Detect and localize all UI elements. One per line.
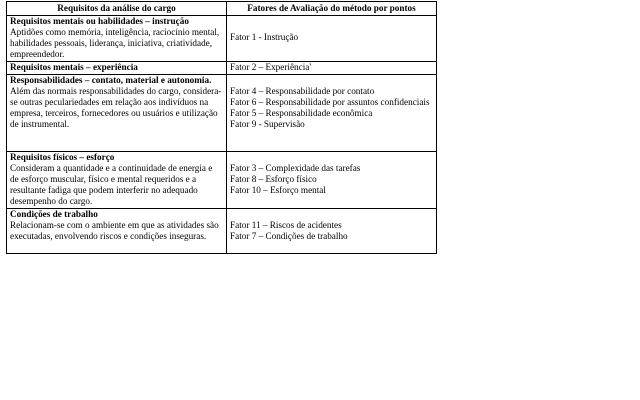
factors-cell [227,62,437,75]
table-row [7,209,437,254]
requirement-description: Consideram a quantidade e a continuidade de energia e de esforço muscular, físico e mental requeridos e a resultante fadiga que podem interferir no adequado desempenho do cargo. [10,163,213,206]
factor-item: Fator 8 – Esforço físico [230,174,317,184]
factor-item: Fator 4 – Responsabilidade por contato [230,86,375,96]
factor-item: Fator 5 – Responsabilidade econômica [230,108,373,118]
factor-item: Fator 10 – Esforço mental [230,185,326,195]
requirement-title: Condições de trabalho [10,209,98,219]
requirement-description: Além das normais responsabilidades do cargo, considera-se outras peculariedades em relação aos indivíduos na empresa, terceiros, fornecedores ou usuários e utilização de instrumental. [10,86,222,129]
factor-item: Fator 7 – Condições de trabalho [230,231,348,241]
factor-item: Fator 2 – Experiência' [230,62,311,72]
factor-item: Fator 6 – Responsabilidade por assuntos confidenciais [230,97,430,107]
factors-cell [227,75,437,152]
job-analysis-table [6,1,437,254]
requirement-description: Aptidões como memória, inteligência, raciocínio mental, habilidades pessoais, liderança, iniciativa, criatividade, empreendedor. [10,27,220,59]
requirement-title: Responsabilidades – contato, material e autonomia. [10,75,212,85]
factor-item: Fator 11 – Riscos de acidentes [230,220,342,230]
table-row [7,16,437,62]
requirement-description: Relacionam-se com o ambiente em que as atividades são executadas, envolvendo riscos e condições inseguras. [10,220,219,241]
header-requirements: Requisitos da análise do cargo [7,2,227,16]
factor-item: Fator 1 - Instrução [230,32,299,42]
factor-item: Fator 3 – Complexidade das tarefas [230,163,361,173]
factor-item: Fator 9 - Supervisão [230,119,305,129]
table-row [7,75,437,152]
factors-cell [227,16,437,62]
requirement-cell [7,209,227,254]
header-row [7,2,437,16]
requirement-cell [7,62,227,75]
requirement-title: Requisitos físicos – esforço [10,152,115,162]
requirement-cell [7,75,227,152]
requirement-title: Requisitos mentais – experiência [10,62,138,72]
requirement-cell [7,16,227,62]
factors-cell [227,209,437,254]
table-row [7,152,437,209]
factors-cell [227,152,437,209]
requirement-cell [7,152,227,209]
table-row [7,62,437,75]
header-factors: Fatores de Avaliação do método por pontos [227,2,437,16]
requirement-title: Requisitos mentais ou habilidades – instrução [10,16,189,26]
